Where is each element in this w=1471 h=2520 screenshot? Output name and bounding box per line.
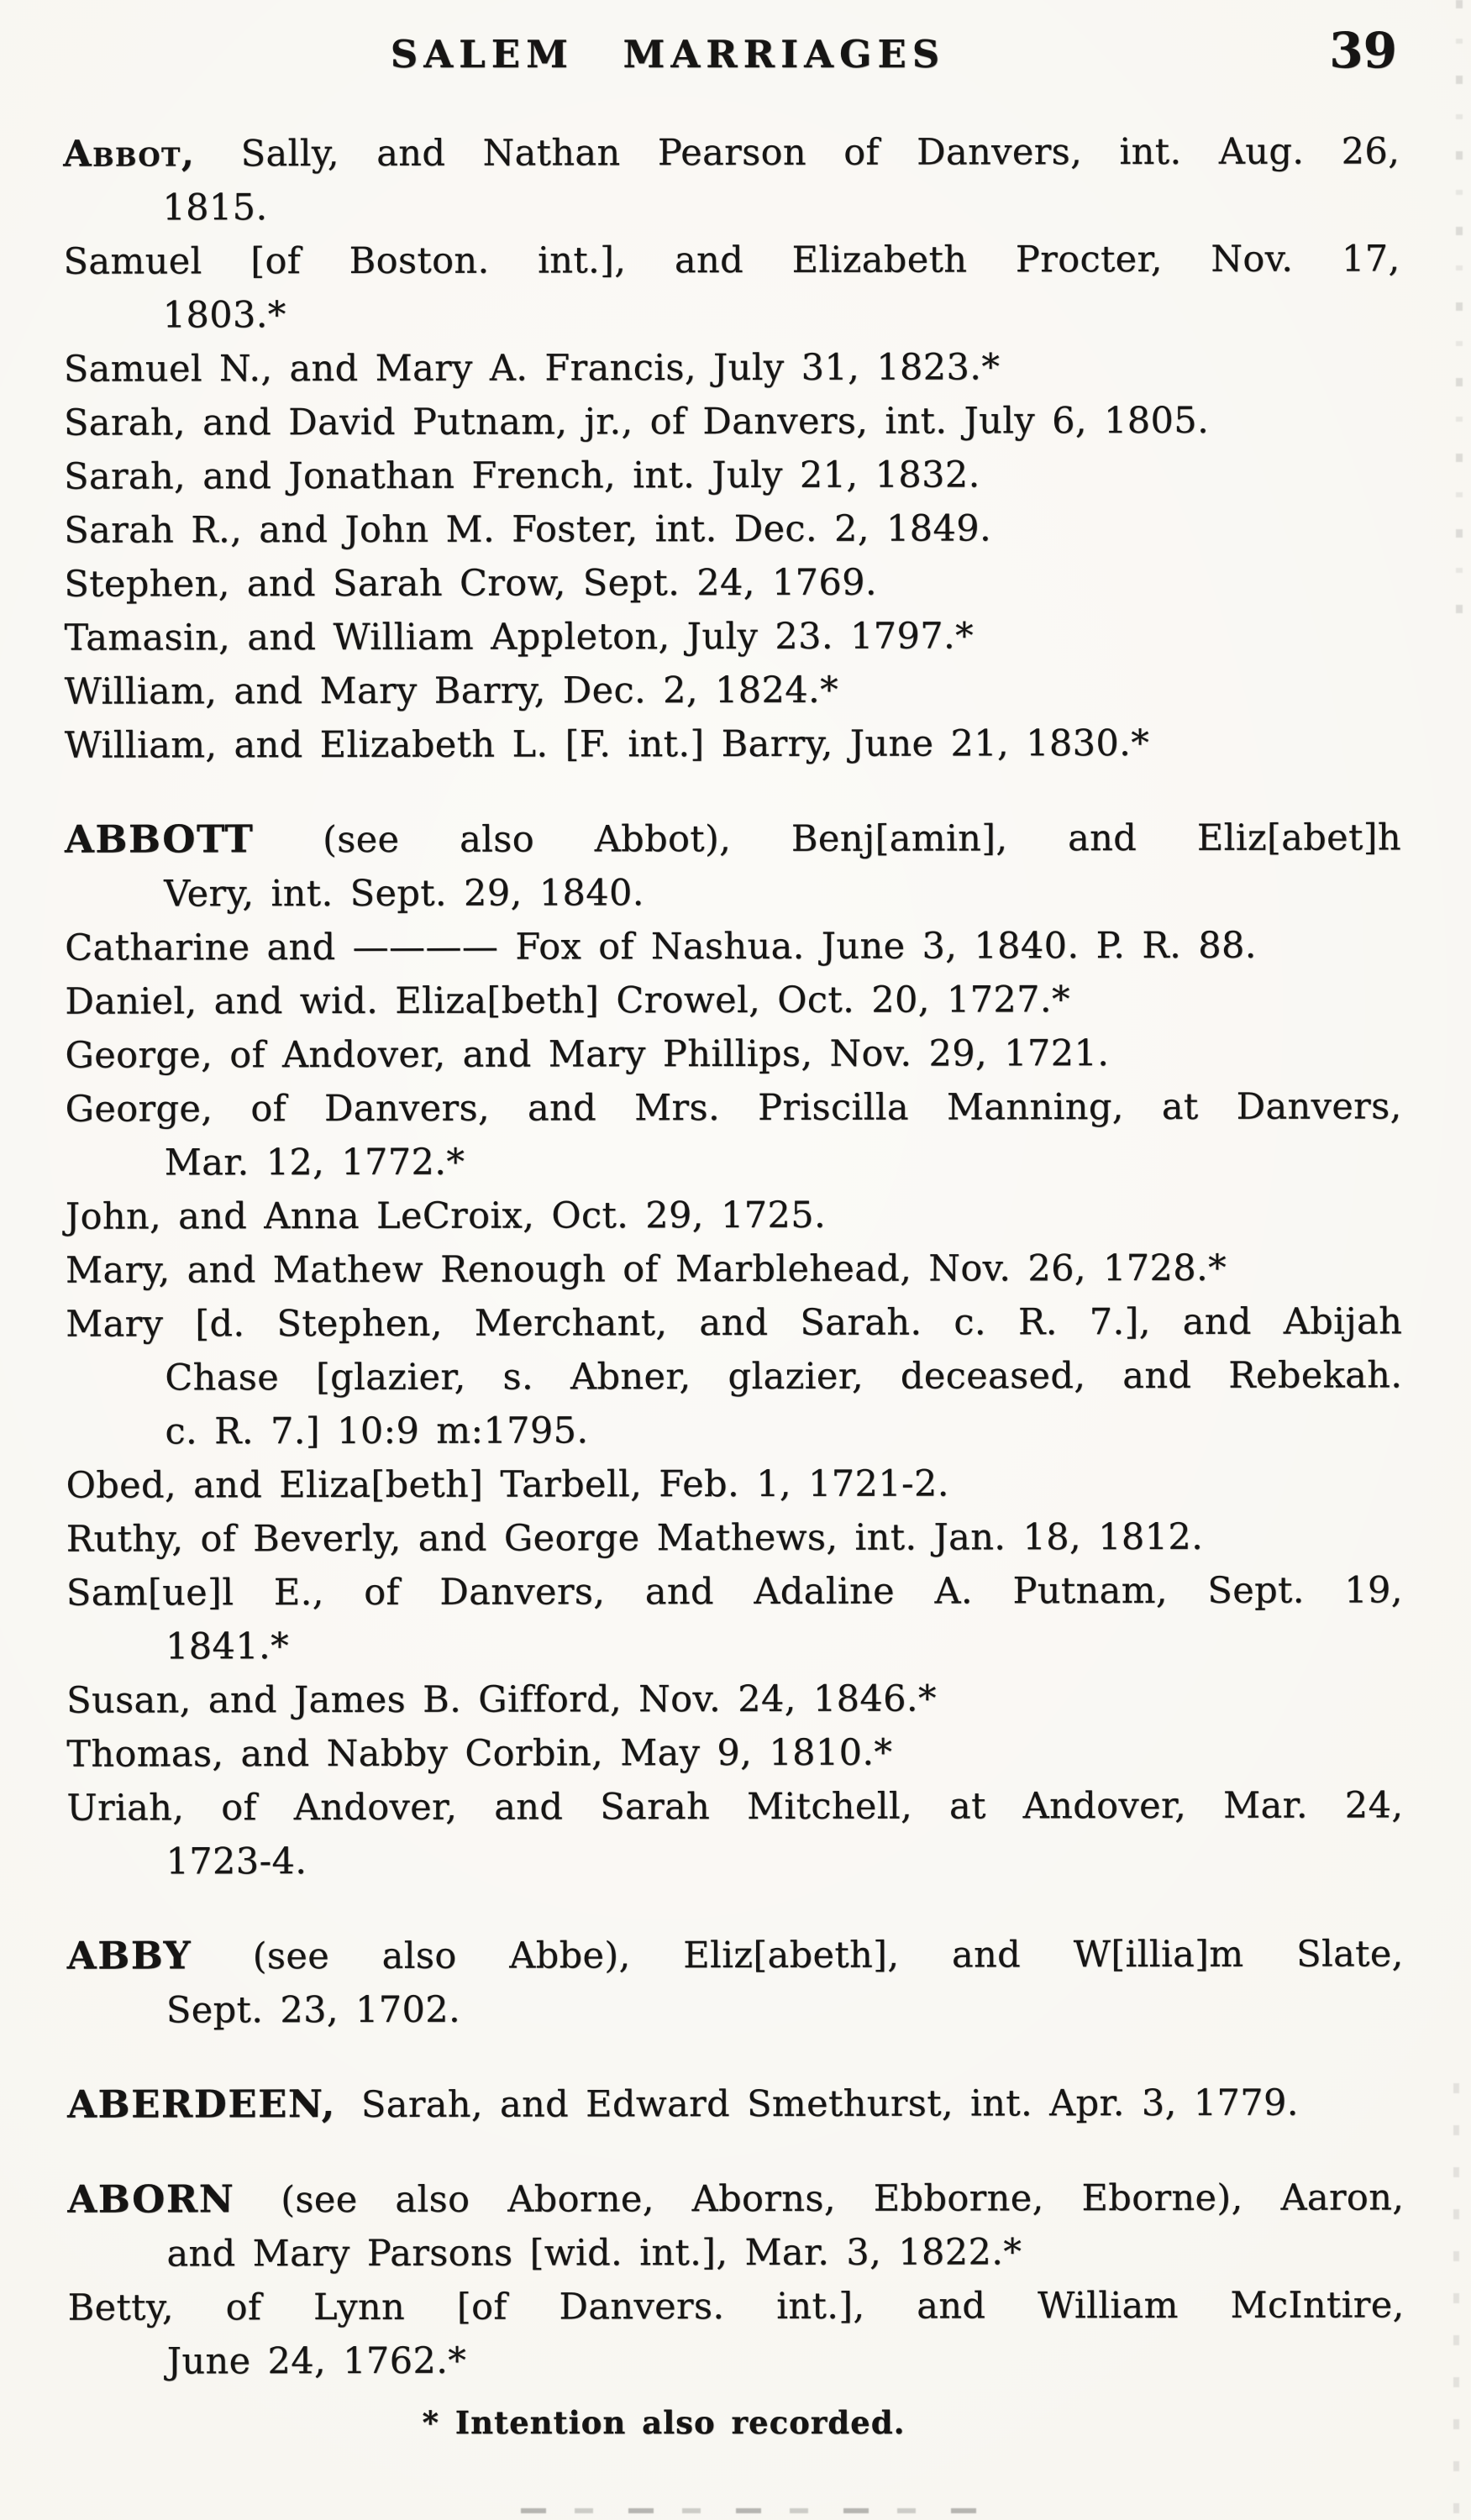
- marriage-entry: [63, 124, 1400, 234]
- entry-line: [67, 2170, 1404, 2227]
- entry-line: [64, 339, 1400, 396]
- entry-line: [66, 1832, 1403, 1888]
- entry-text: George, of Andover, and Mary Phillips, Nov. 29, 1721.: [65, 1032, 1110, 1077]
- entry-text: Tamasin, and William Appleton, July 23. 1797.*: [64, 615, 975, 659]
- entry-text: Betty, of Lynn [of Danvers. int.], and William McIntire,: [67, 2284, 1405, 2329]
- entry-text: 1803.*: [162, 294, 286, 337]
- scan-noise-bottom-right: [1453, 2083, 1459, 2520]
- entry-line: [66, 1294, 1402, 1351]
- entry-line: [66, 1079, 1402, 1136]
- entry-text: Sarah, and David Putnam, jr., of Danvers, int. July 6, 1805.: [63, 399, 1210, 444]
- entry-text: Sarah, and Edward Smethurst, int. Apr. 3, 1779.: [360, 2082, 1299, 2126]
- marriage-entry: [66, 1079, 1402, 1189]
- entry-line: [65, 864, 1401, 921]
- entry-text: William, and Elizabeth L. [F. int.] Barry, June 21, 1830.*: [64, 722, 1150, 767]
- marriage-entry: [66, 1456, 1403, 1512]
- entry-line: [65, 1026, 1401, 1082]
- marriage-entry: [66, 1563, 1403, 1673]
- scan-noise-bottom-edge: [521, 2508, 991, 2513]
- entry-text: (see also Aborne, Aborns, Ebborne, Eborne), Aaron,: [281, 2176, 1405, 2222]
- surname-lead: ABORN: [67, 2176, 235, 2222]
- marriage-entry: [66, 1187, 1402, 1243]
- entry-text: 1841.*: [165, 1625, 290, 1668]
- marriage-entry: [64, 608, 1400, 664]
- entry-text: Samuel N., and Mary A. Francis, July 31, 1823.*: [63, 346, 1001, 391]
- entry-text: Sarah R., and John M. Foster, int. Dec. 2, 1849.: [64, 507, 992, 552]
- entry-line: [64, 608, 1400, 664]
- marriage-entry: [65, 662, 1401, 718]
- marriage-entry: [65, 716, 1401, 772]
- marriage-entry: [66, 1778, 1403, 1888]
- marriage-entry: [65, 918, 1401, 974]
- entry-line: [68, 2278, 1405, 2334]
- surname-lead: ABBOTT: [64, 816, 255, 862]
- entry-line: [66, 1187, 1402, 1243]
- marriage-entry: [66, 1509, 1403, 1566]
- entry-text: Susan, and James B. Gifford, Nov. 24, 1846.*: [66, 1677, 937, 1722]
- entry-line: [66, 1725, 1403, 1781]
- entry-line: [66, 1671, 1403, 1727]
- entry-line: [67, 2224, 1404, 2281]
- entry-line: [66, 1456, 1403, 1512]
- surname-lead: ABBY: [66, 1933, 192, 1978]
- entry-line: [64, 554, 1400, 611]
- page-number: 39: [1329, 22, 1397, 79]
- entry-line: [66, 1778, 1403, 1835]
- entry-line: [65, 662, 1401, 718]
- entry-text: Thomas, and Nabby Corbin, May 9, 1810.*: [66, 1731, 893, 1776]
- entry-line: [67, 2075, 1404, 2132]
- entry-text: Sally, and Nathan Pearson of Danvers, int. Aug. 26,: [240, 130, 1400, 176]
- entry-line: [66, 1133, 1402, 1189]
- entry-line: [68, 2332, 1405, 2388]
- entry-line: [66, 1241, 1402, 1297]
- marriage-entry: [68, 2278, 1405, 2388]
- surname-section: [63, 124, 1401, 772]
- entry-line: [63, 178, 1400, 234]
- surname-section: [67, 2075, 1404, 2132]
- entry-text: Mary [d. Stephen, Merchant, and Sarah. c. R. 7.], and Abijah: [66, 1300, 1403, 1346]
- entry-text: Sarah, and Jonathan French, int. July 21, 1832.: [64, 454, 980, 498]
- marriage-entry: [64, 339, 1400, 396]
- entry-line: [64, 393, 1400, 449]
- entry-text: Uriah, of Andover, and Sarah Mitchell, at Andover, Mar. 24,: [66, 1784, 1404, 1830]
- entry-text: June 24, 1762.*: [166, 2339, 467, 2383]
- surname-section: [67, 2170, 1405, 2388]
- marriage-entry: [67, 2075, 1404, 2132]
- running-title: SALEM MARRIAGES: [390, 32, 946, 76]
- entry-text: John, and Anna LeCroix, Oct. 29, 1725.: [65, 1194, 827, 1238]
- entry-text: (see also Abbe), Eliz[abeth], and W[illia]m Slate,: [252, 1933, 1404, 1978]
- surname-lead: Abbot,: [63, 133, 196, 176]
- marriage-entry: [67, 1926, 1404, 2037]
- marriage-entry: [65, 810, 1401, 921]
- marriage-entry: [66, 1725, 1403, 1781]
- entry-text: George, of Danvers, and Mrs. Priscilla Manning, at Danvers,: [65, 1085, 1402, 1131]
- entry-text: Catharine and ———— Fox of Nashua. June 3, 1840. P. R. 88.: [65, 924, 1257, 969]
- entry-line: [65, 918, 1401, 974]
- entry-line: [63, 124, 1400, 181]
- entry-line: [66, 1563, 1403, 1620]
- entry-line: [66, 1402, 1402, 1458]
- entry-line: [63, 232, 1400, 288]
- marriage-entry: [64, 554, 1400, 611]
- marriage-entry: [66, 1294, 1402, 1458]
- intention-footnote: * Intention also recorded.: [422, 2404, 906, 2441]
- entry-text: Ruthy, of Beverly, and George Mathews, int. Jan. 18, 1812.: [66, 1515, 1204, 1561]
- scan-noise-top-right: [1456, 0, 1463, 638]
- marriage-entry: [64, 447, 1400, 503]
- entry-line: [66, 1617, 1403, 1673]
- entry-text: 1815.: [162, 186, 268, 229]
- marriage-entry: [65, 1026, 1401, 1082]
- entry-line: [65, 716, 1401, 772]
- entry-text: Sept. 23, 1702.: [165, 1988, 461, 2032]
- entry-line: [67, 1981, 1404, 2037]
- entry-text: 1723-4.: [165, 1840, 307, 1883]
- entry-text: Mary, and Mathew Renough of Marblehead, Nov. 26, 1728.*: [65, 1247, 1227, 1292]
- entry-text: Mar. 12, 1772.*: [164, 1141, 465, 1184]
- entry-text: William, and Mary Barry, Dec. 2, 1824.*: [64, 669, 839, 713]
- entry-line: [65, 972, 1401, 1028]
- marriage-entry: [66, 1241, 1402, 1297]
- marriage-entry: [64, 393, 1400, 449]
- entries-container: [63, 124, 1405, 2388]
- entry-text: Sam[ue]l E., of Danvers, and Adaline A. Putnam, Sept. 19,: [66, 1569, 1403, 1614]
- entry-text: Daniel, and wid. Eliza[beth] Crowel, Oct. 20, 1727.*: [65, 979, 1070, 1023]
- entry-text: Samuel [of Boston. int.], and Elizabeth Procter, Nov. 17,: [63, 238, 1400, 283]
- entry-text: Chase [glazier, s. Abner, glazier, deceased, and Rebekah.: [165, 1354, 1403, 1399]
- marriage-entry: [64, 501, 1400, 557]
- entry-line: [66, 1509, 1403, 1566]
- entry-text: Very, int. Sept. 29, 1840.: [164, 872, 644, 916]
- marriage-entry: [66, 1671, 1403, 1727]
- entry-line: [67, 1926, 1404, 1983]
- entry-line: [64, 447, 1400, 503]
- entry-text: Stephen, and Sarah Crow, Sept. 24, 1769.: [64, 561, 878, 606]
- entry-text: and Mary Parsons [wid. int.], Mar. 3, 1822.*: [166, 2231, 1022, 2276]
- entry-text: Obed, and Eliza[beth] Tarbell, Feb. 1, 1721-2.: [66, 1462, 949, 1507]
- entry-line: [64, 501, 1400, 557]
- surname-section: [67, 1926, 1404, 2037]
- surname-lead: ABERDEEN,: [67, 2081, 336, 2127]
- entry-text: c. R. 7.] 10:9 m:1795.: [165, 1410, 589, 1453]
- entry-line: [65, 810, 1401, 867]
- marriage-entry: [63, 232, 1400, 342]
- surname-section: [65, 810, 1404, 1888]
- page-header: [0, 22, 1471, 89]
- entry-line: [64, 286, 1400, 342]
- entry-text: (see also Abbot), Benj[amin], and Eliz[abet]h: [322, 816, 1401, 862]
- marriage-entry: [67, 2170, 1404, 2281]
- entry-line: [66, 1348, 1402, 1404]
- marriage-entry: [65, 972, 1401, 1028]
